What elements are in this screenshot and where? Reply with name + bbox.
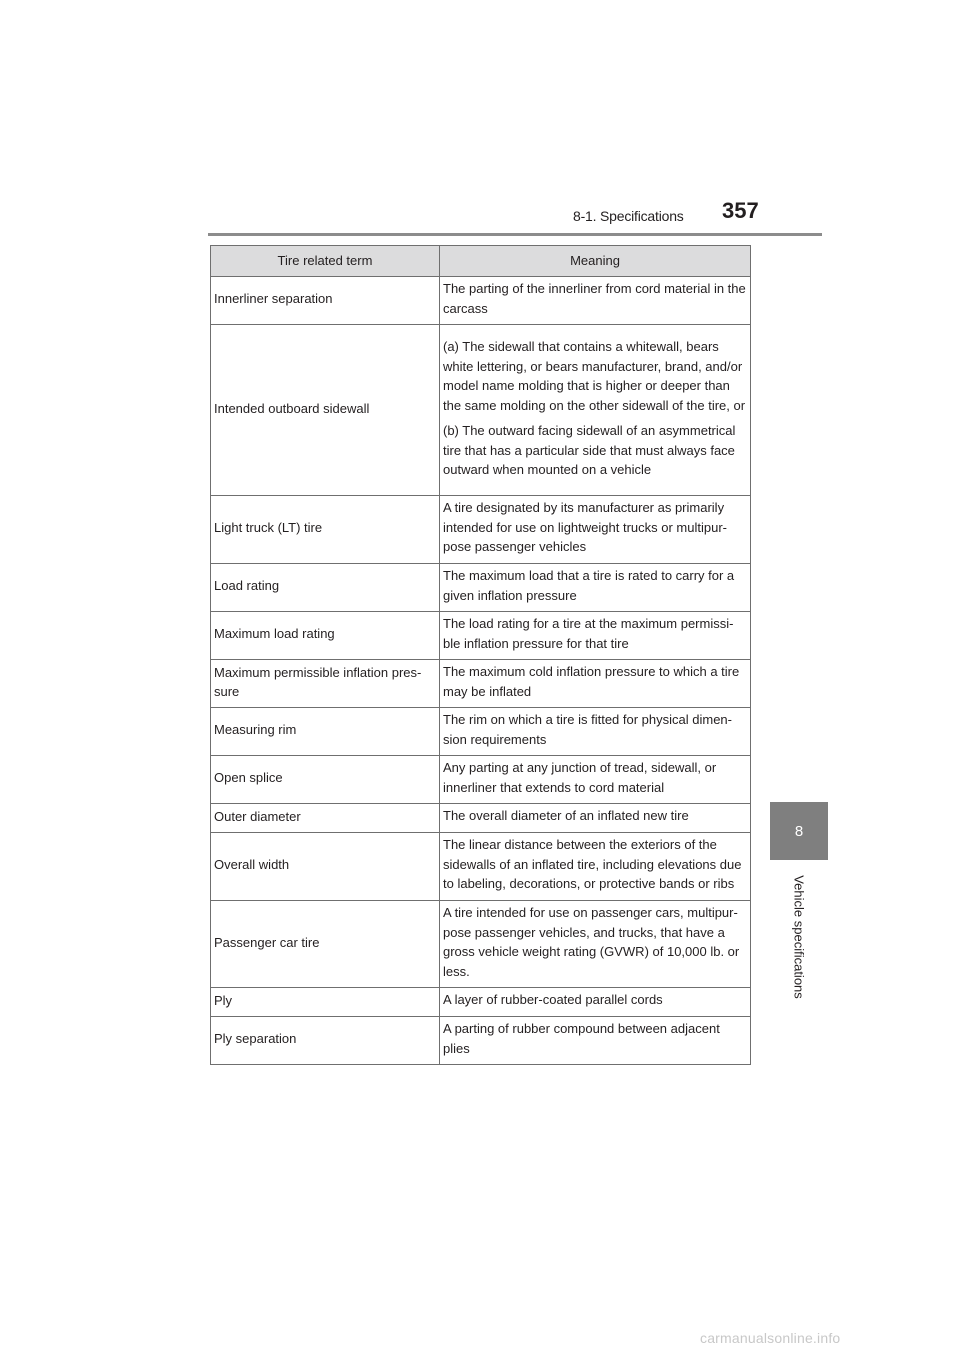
table-row — [211, 277, 751, 325]
meaning-cell — [440, 833, 751, 901]
meaning-cell — [440, 1017, 751, 1065]
meaning-paragraph: (b) The outward facing sidewall of an asymmetrical tire that has a particular side that must always face outward when mounted on a vehicle — [443, 423, 736, 478]
table-header-row — [211, 246, 751, 277]
table-row — [211, 325, 751, 496]
meaning-cell — [440, 564, 751, 612]
table-row — [211, 901, 751, 988]
meaning-paragraph: The maximum cold inflation pressure to which a tire may be inflated — [443, 664, 740, 699]
chapter-title: Vehicle specifications — [791, 875, 807, 999]
term-cell: Overall width — [211, 833, 440, 901]
meaning-paragraph: The linear distance between the exteriors of the sidewalls of an inflated tire, including elevations due to labeling, decorations, or protective bands or ribs — [443, 837, 742, 891]
page-number: 357 — [722, 198, 759, 223]
meaning-paragraph: The parting of the innerliner from cord material in the carcass — [443, 281, 746, 316]
term-cell: Ply separation — [211, 1017, 440, 1065]
meaning-paragraph: The rim on which a tire is fitted for physical dimen-sion requirements — [443, 712, 732, 747]
meaning-paragraph: The load rating for a tire at the maximum permissi-ble inflation pressure for that tire — [443, 616, 734, 651]
table-body — [211, 277, 751, 1065]
term-cell: Intended outboard sidewall — [211, 325, 440, 496]
term-cell: Maximum load rating — [211, 612, 440, 660]
table-row — [211, 564, 751, 612]
term-cell: Measuring rim — [211, 708, 440, 756]
meaning-cell — [440, 612, 751, 660]
term-cell: Ply — [211, 988, 440, 1017]
chapter-tab[interactable] — [770, 802, 828, 860]
meaning-cell — [440, 756, 751, 804]
watermark: carmanualsonline.info — [700, 1330, 841, 1346]
tire-terms-table — [210, 245, 751, 1065]
meaning-paragraph: A layer of rubber-coated parallel cords — [443, 992, 663, 1007]
term-cell: Maximum permissible inflation pres-sure — [211, 660, 440, 708]
meaning-cell — [440, 988, 751, 1017]
column-header-term: Tire related term — [211, 246, 440, 277]
meaning-cell — [440, 660, 751, 708]
table-row — [211, 1017, 751, 1065]
table-row — [211, 660, 751, 708]
table-row — [211, 756, 751, 804]
table-row — [211, 988, 751, 1017]
table-row — [211, 708, 751, 756]
term-cell: Load rating — [211, 564, 440, 612]
meaning-paragraph: A tire intended for use on passenger cars, multipur-pose passenger vehicles, and trucks, that have a gross vehicle weight rating (GVWR) of 10,000 lb. or less. — [443, 905, 740, 979]
meaning-paragraph: The maximum load that a tire is rated to carry for a given inflation pressure — [443, 568, 735, 603]
meaning-paragraph: A parting of rubber compound between adjacent plies — [443, 1021, 720, 1056]
meaning-paragraph: Any parting at any junction of tread, sidewall, or innerliner that extends to cord material — [443, 760, 717, 795]
table-row — [211, 612, 751, 660]
chapter-number: 8 — [794, 822, 804, 840]
meaning-cell — [440, 325, 751, 496]
meaning-paragraph: (a) The sidewall that contains a whitewall, bears white lettering, or bears manufacturer, brand, and/or model name molding that is higher or deeper than the same molding on the other sidewall of the tire, or — [443, 339, 746, 413]
meaning-paragraph: The overall diameter of an inflated new tire — [443, 808, 689, 823]
table-row — [211, 496, 751, 564]
meaning-cell — [440, 901, 751, 988]
section-title: 8-1. Specifications — [573, 208, 684, 224]
term-cell: Light truck (LT) tire — [211, 496, 440, 564]
header-divider — [208, 233, 822, 236]
term-cell: Open splice — [211, 756, 440, 804]
meaning-cell — [440, 804, 751, 833]
column-header-meaning: Meaning — [440, 246, 751, 277]
meaning-cell — [440, 708, 751, 756]
table-row — [211, 833, 751, 901]
term-cell: Innerliner separation — [211, 277, 440, 325]
meaning-paragraph: A tire designated by its manufacturer as primarily intended for use on lightweight trucks or multipur-pose passenger vehicles — [443, 500, 727, 554]
term-cell: Outer diameter — [211, 804, 440, 833]
meaning-cell — [440, 277, 751, 325]
meaning-cell — [440, 496, 751, 564]
term-cell: Passenger car tire — [211, 901, 440, 988]
table-row — [211, 804, 751, 833]
